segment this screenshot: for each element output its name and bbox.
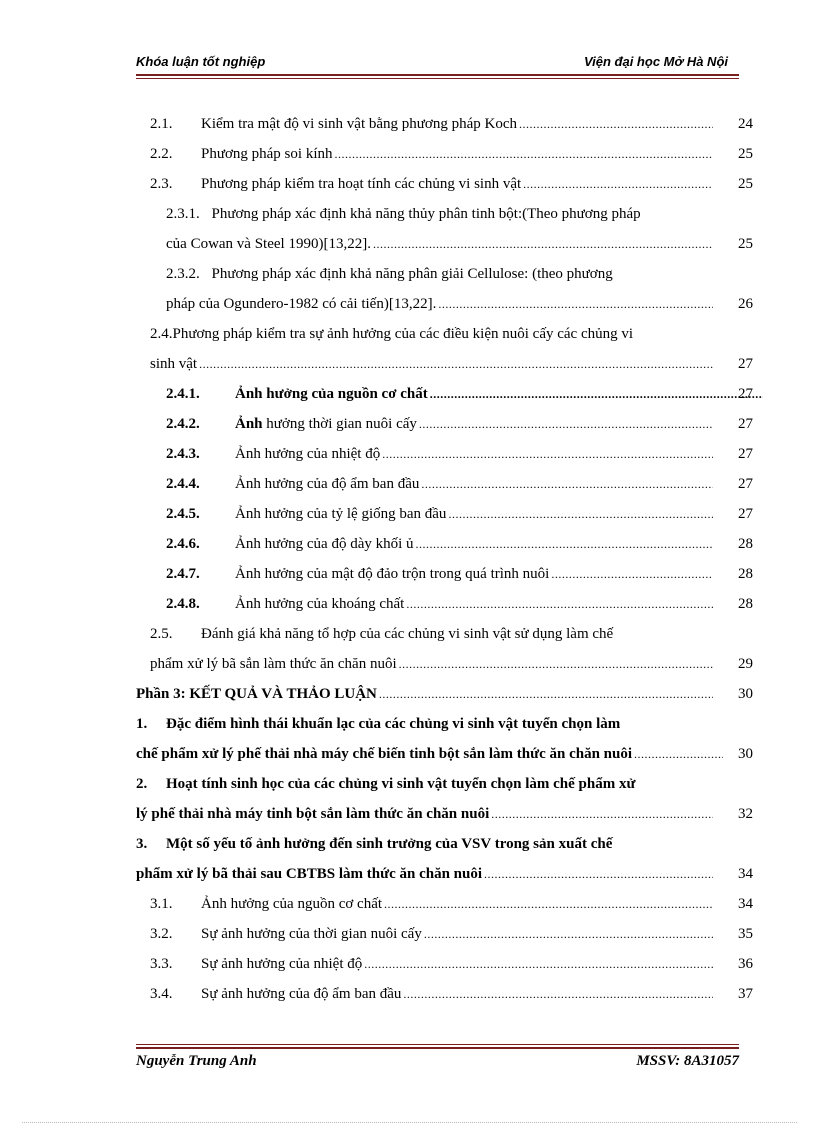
toc-page: 27 [738, 386, 753, 402]
toc-title: Hoạt tính sinh học của các chủng vi sinh vật tuyển chọn làm chế phẩm xử [166, 776, 636, 792]
toc-page: 25 [738, 146, 753, 162]
toc-leader [484, 863, 713, 885]
toc-entry[interactable] [136, 743, 753, 765]
toc-leader [373, 233, 713, 255]
toc-leader [406, 593, 713, 615]
toc-title: Ảnh hưởng của độ dày khối ủ [235, 536, 414, 552]
toc-title: Kiểm tra mật độ vi sinh vật bằng phương pháp Koch [201, 116, 518, 132]
toc-leader [382, 443, 713, 465]
toc-title: Phương pháp xác định khả năng phân giải Cellulose: (theo phương [211, 266, 613, 282]
toc-leader [416, 533, 713, 555]
toc-title: Ảnh hưởng của tỷ lệ giống ban đầu [235, 506, 447, 522]
toc-title: Phương pháp kiểm tra hoạt tính các chủng vi sinh vật [201, 176, 522, 192]
toc-title: Sự ảnh hưởng của độ ẩm ban đầu [201, 986, 402, 1002]
toc-entry[interactable] [136, 863, 753, 885]
toc-number: 2.3. [150, 176, 173, 192]
toc-number: 2.3.1. [166, 206, 200, 222]
toc-leader [430, 383, 763, 405]
toc-entry-line1[interactable] [150, 323, 730, 345]
toc-entry[interactable] [166, 233, 753, 255]
toc-page: 30 [738, 686, 753, 702]
toc-page: 25 [738, 176, 753, 192]
header-right: Viện đại học Mở Hà Nội [583, 54, 728, 69]
toc-title: Ảnh hưởng của nguồn cơ chất [235, 386, 428, 402]
toc-page: 27 [738, 476, 753, 492]
toc-title: Ảnh hưởng của độ ẩm ban đầu [235, 476, 420, 492]
toc-entry-line1[interactable] [150, 623, 730, 645]
page-footer [136, 1053, 739, 1073]
toc-entry[interactable] [166, 473, 753, 495]
toc-page: 29 [738, 656, 753, 672]
toc-page: 36 [738, 956, 753, 972]
toc-title-cont: chế phẩm xử lý phế thải nhà máy chế biến tinh bột sắn làm thức ăn chăn nuôi [136, 746, 633, 762]
toc-title: Sự ảnh hưởng của thời gian nuôi cấy [201, 926, 422, 942]
toc-entry-line1[interactable] [136, 773, 728, 795]
toc-entry[interactable] [166, 383, 763, 405]
toc-entry[interactable] [166, 413, 753, 435]
toc-page: 37 [738, 986, 753, 1002]
page-header [136, 54, 728, 72]
toc-title: Phương pháp soi kính [201, 146, 333, 162]
toc-entry[interactable] [150, 653, 753, 675]
toc-number: 1. [136, 716, 148, 732]
header-rule-thin [136, 78, 739, 79]
toc-leader [403, 983, 713, 1005]
toc-number: 3.4. [150, 986, 173, 1002]
toc-leader [491, 803, 713, 825]
toc-leader [379, 683, 713, 705]
toc-number: 2.4. [150, 326, 173, 342]
toc-title: Sự ảnh hưởng của nhiệt độ [201, 956, 363, 972]
toc-page: 28 [738, 536, 753, 552]
toc-leader [421, 473, 713, 495]
toc-entry[interactable] [166, 563, 753, 585]
toc-page: 27 [738, 506, 753, 522]
toc-title: Ảnh hưởng của khoáng chất [235, 596, 405, 612]
toc-number: 2.4.1. [166, 386, 200, 402]
toc-page: 27 [738, 356, 753, 372]
toc-page: 28 [738, 596, 753, 612]
toc-leader [634, 743, 723, 765]
toc-entry-line1[interactable] [166, 203, 728, 225]
toc-title-cont: của Cowan và Steel 1990)[13,22]. [166, 236, 371, 252]
toc-number: 2.4.6. [166, 536, 200, 552]
toc-number: 2.4.8. [166, 596, 200, 612]
toc-page: 34 [738, 866, 753, 882]
toc-entry-line1[interactable] [136, 833, 728, 855]
toc-number: 3.2. [150, 926, 173, 942]
toc-entry[interactable] [150, 983, 753, 1005]
toc-entry-line1[interactable] [136, 713, 728, 735]
toc-entry[interactable] [150, 113, 753, 135]
toc-leader [334, 143, 713, 165]
toc-page: 24 [738, 116, 753, 132]
toc-number: 2.4.3. [166, 446, 200, 462]
toc-page: 34 [738, 896, 753, 912]
toc-number: 3.3. [150, 956, 173, 972]
toc-title: hưởng thời gian nuôi cấy [262, 416, 417, 432]
toc-leader [523, 173, 713, 195]
toc-entry[interactable] [166, 533, 753, 555]
toc-title: Phần 3: KẾT QUẢ VÀ THẢO LUẬN [136, 686, 377, 702]
toc-title-cont: phẩm xử lý bã sắn làm thức ăn chăn nuôi [150, 656, 397, 672]
toc-number: 2.5. [150, 626, 173, 642]
toc-entry[interactable] [150, 893, 753, 915]
toc-leader [199, 353, 713, 375]
toc-leader [551, 563, 713, 585]
toc-number: 2. [136, 776, 148, 792]
footer-rule-thin [136, 1044, 739, 1045]
toc-entry-line1[interactable] [166, 263, 728, 285]
toc-page: 30 [738, 746, 753, 762]
toc-title-cont: pháp của Ogundero-1982 có cải tiến)[13,22]. [166, 296, 437, 312]
toc-title: Một số yếu tố ảnh hưởng đến sinh trưởng của VSV trong sản xuất chế [166, 836, 613, 852]
footer-author: Nguyễn Trung Anh [136, 1053, 257, 1069]
toc-leader [424, 923, 713, 945]
toc-leader [399, 653, 713, 675]
toc-number: 3. [136, 836, 148, 852]
toc-entry[interactable] [150, 953, 753, 975]
toc-title: Ảnh hưởng của nhiệt độ [235, 446, 381, 462]
toc-number: 2.4.2. [166, 416, 200, 432]
toc-title-bold: Ảnh [235, 416, 263, 432]
toc-page: 35 [738, 926, 753, 942]
footer-rule [136, 1047, 739, 1049]
toc-number: 3.1. [150, 896, 173, 912]
toc-number: 2.4.5. [166, 506, 200, 522]
toc-entry[interactable] [150, 923, 753, 945]
toc-number: 2.2. [150, 146, 173, 162]
toc-title: Phương pháp xác định khả năng thủy phân tinh bột:(Theo phương pháp [211, 206, 641, 222]
toc-number: 2.4.7. [166, 566, 200, 582]
toc-page: 27 [738, 416, 753, 432]
toc-number: 2.3.2. [166, 266, 200, 282]
header-rule [136, 74, 739, 76]
toc-page: 32 [738, 806, 753, 822]
toc-entry[interactable] [166, 293, 753, 315]
toc-leader [519, 113, 713, 135]
footer-student-id: MSSV: 8A31057 [636, 1053, 739, 1069]
toc-leader [438, 293, 713, 315]
toc-leader [364, 953, 713, 975]
toc-leader [384, 893, 713, 915]
toc-entry[interactable] [166, 503, 753, 525]
toc-entry[interactable] [166, 593, 753, 615]
toc-entry[interactable] [150, 353, 753, 375]
toc-title: Đánh giá khả năng tổ hợp của các chủng vi sinh vật sử dụng làm chế [201, 626, 614, 642]
toc-entry[interactable] [150, 143, 753, 165]
toc-leader [419, 413, 713, 435]
toc-title-cont: lý phế thải nhà máy tinh bột sắn làm thức ăn chăn nuôi [136, 806, 490, 822]
toc-page: 27 [738, 446, 753, 462]
toc-number: 2.4.4. [166, 476, 200, 492]
toc-entry[interactable] [166, 443, 753, 465]
toc-page: 26 [738, 296, 753, 312]
toc-entry[interactable] [136, 803, 753, 825]
toc-title: Phương pháp kiểm tra sự ảnh hưởng của các điều kiện nuôi cấy các chủng vi [172, 326, 634, 342]
toc-title-cont: phẩm xử lý bã thải sau CBTBS làm thức ăn chăn nuôi [136, 866, 483, 882]
toc-page: 25 [738, 236, 753, 252]
toc-leader [448, 503, 713, 525]
toc-entry[interactable] [136, 683, 753, 705]
toc-entry[interactable] [150, 173, 753, 195]
toc-title: Đặc điểm hình thái khuẩn lạc của các chủng vi sinh vật tuyển chọn làm [166, 716, 621, 732]
toc-title: Ảnh hưởng của mật độ đảo trộn trong quá trình nuôi [235, 566, 550, 582]
toc-title-cont: sinh vật [150, 356, 198, 372]
toc-page: 28 [738, 566, 753, 582]
header-left: Khóa luận tốt nghiệp [136, 54, 266, 69]
toc-number: 2.1. [150, 116, 173, 132]
toc-title: Ảnh hưởng của nguồn cơ chất [201, 896, 383, 912]
